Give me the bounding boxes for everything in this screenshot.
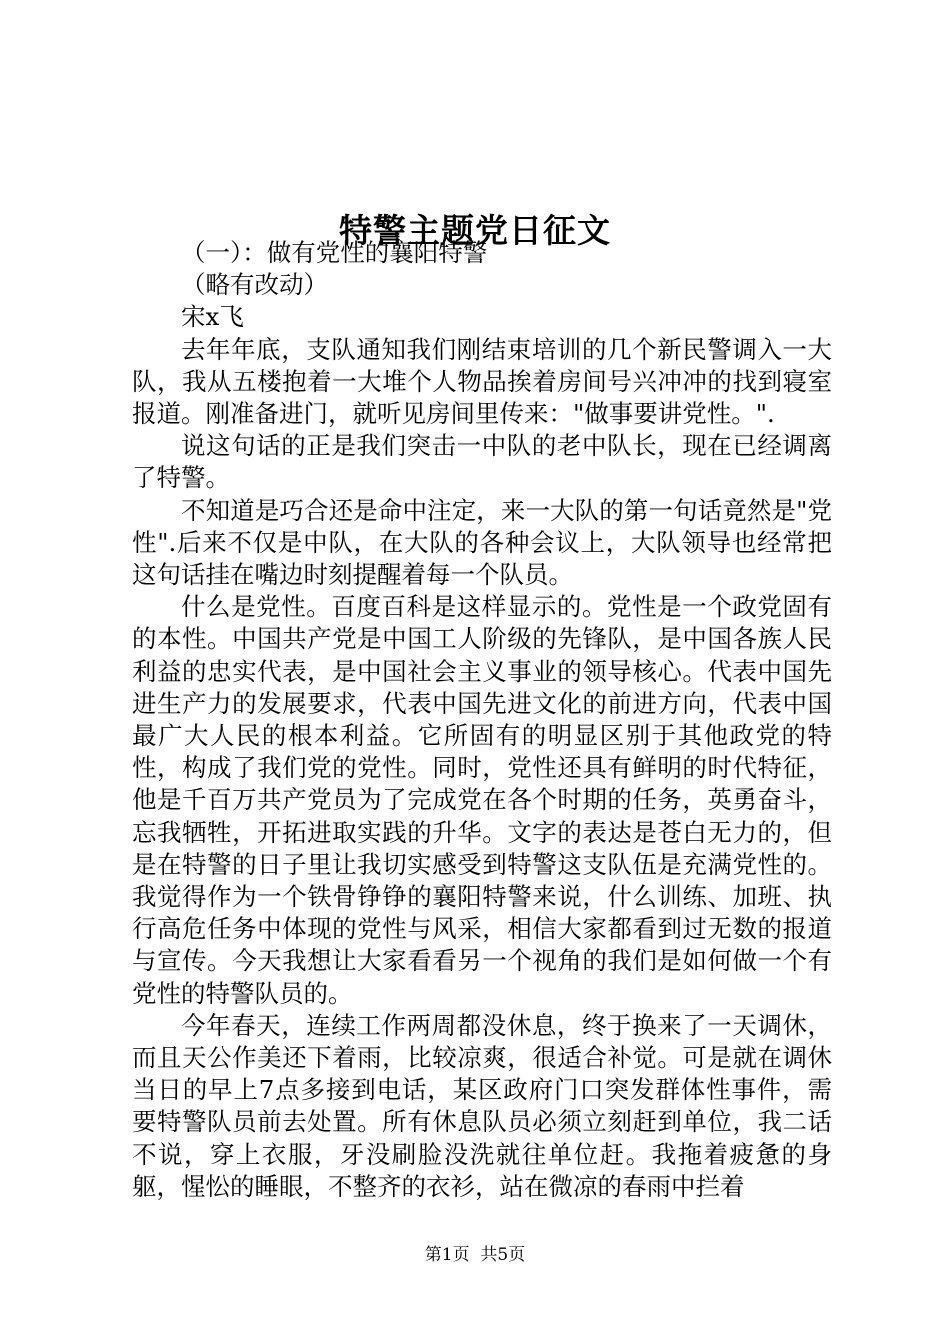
document-title: 特警主题党日征文 (339, 211, 611, 251)
document-author: 宋x飞 (181, 302, 244, 332)
paragraph: 不知道是巧合还是命中注定，来一大队的第一句话竟然是"党性".后来不仅是中队，在大队的各种会议上，大队领导也经常把这句话挂在嘴边时刻提醒着每一个队员。 (132, 495, 832, 590)
paragraph: 今年春天，连续工作两周都没休息，终于换来了一天调休，而且天公作美还下着雨，比较凉爽，很适合补觉。可是就在调休当日的早上7点多接到电话，某区政府门口突发群体性事件，需要特警队员前去处置。所有休息队员必须立刻赶到单位，我二话不说，穿上衣服，牙没刷脸没洗就往单位赶。我拖着疲惫的身躯，惺忪的睡眼，不整齐的衣衫，站在微凉的春雨中拦着 (132, 1010, 832, 1201)
page-footer: 第1页 共5页 (424, 1245, 526, 1265)
document-note: （略有改动） (181, 270, 328, 300)
paragraph: 说这句话的正是我们突击一中队的老中队长，现在已经调离了特警。 (132, 431, 832, 493)
document-subtitle: （一）：做有党性的襄阳特警 (181, 238, 488, 267)
document-body (132, 237, 832, 1203)
paragraph: 什么是党性。百度百科是这样显示的。党性是一个政党固有的本性。中国共产党是中国工人阶级的先锋队，是中国各族人民利益的忠实代表，是中国社会主义事业的领导核心。代表中国先进生产力的发展要求，代表中国先进文化的前进方向，代表中国最广大人民的根本利益。它所固有的明显区别于其他政党的特性，构成了我们党的党性。同时，党性还具有鲜明的时代特征，他是千百万共产党员为了完成党在各个时期的任务，英勇奋斗，忘我牺牲，开拓进取实践的升华。文字的表达是苍白无力的，但是在特警的日子里让我切实感受到特警这支队伍是充满党性的。我觉得作为一个铁骨铮铮的襄阳特警来说，什么训练、加班、执行高危任务中体现的党性与风采，相信大家都看到过无数的报道与宣传。今天我想让大家看看另一个视角的我们是如何做一个有党性的特警队员的。 (132, 592, 832, 1008)
paragraph: 去年年底，支队通知我们刚结束培训的几个新民警调入一大队，我从五楼抱着一大堆个人物品挨着房间号兴冲冲的找到寝室报道。刚准备进门，就听见房间里传来："做事要讲党性。". (132, 334, 832, 429)
